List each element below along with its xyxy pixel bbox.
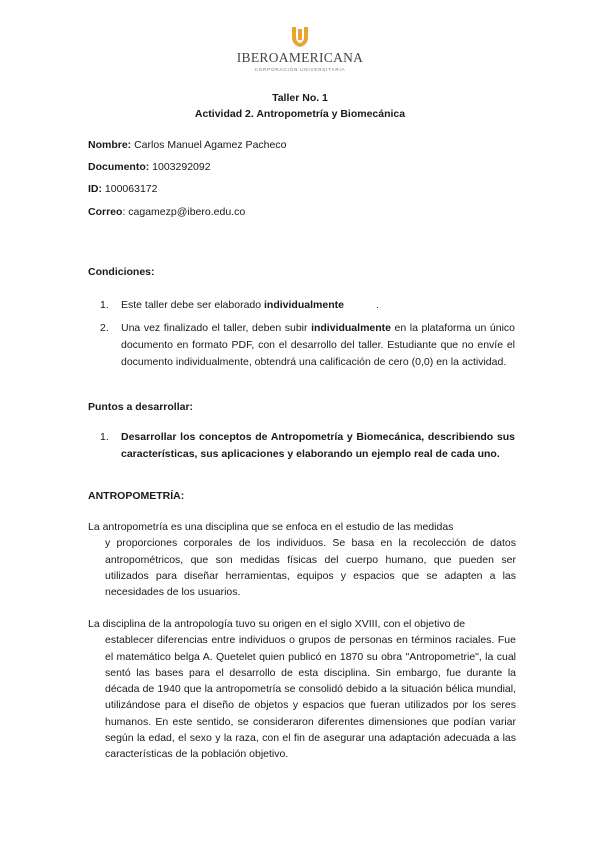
condition-number: 2. bbox=[100, 322, 109, 334]
condition-text-end: . bbox=[343, 299, 379, 311]
points-heading: Puntos a desarrollar: bbox=[88, 401, 194, 413]
document-label: Documento: bbox=[88, 161, 150, 173]
condition-text: Este taller debe ser elaborado bbox=[121, 299, 265, 311]
condition-number: 1. bbox=[100, 299, 109, 311]
condition-bold: individualmente bbox=[264, 299, 344, 311]
document-subtitle: Actividad 2. Antropometría y Biomecánica bbox=[194, 108, 406, 120]
paragraph-first-line: La antropometría es una disciplina que se enfoca en el estudio de las medidas bbox=[88, 521, 454, 533]
condition-item-1 bbox=[100, 297, 515, 314]
section-heading: ANTROPOMETRÍA: bbox=[88, 490, 185, 502]
logo-subtitle: CORPORACIÓN UNIVERSITARIA bbox=[254, 67, 346, 72]
student-email bbox=[88, 206, 245, 218]
id-value: 100063172 bbox=[102, 183, 158, 195]
condition-text: Una vez finalizado el taller, deben subir bbox=[121, 322, 312, 334]
logo-name: IBEROAMERICANA bbox=[236, 50, 364, 65]
name-label: Nombre: bbox=[88, 139, 132, 151]
institution-logo bbox=[0, 26, 600, 72]
conditions-heading: Condiciones: bbox=[88, 266, 155, 278]
paragraph-1 bbox=[88, 519, 516, 600]
student-name bbox=[88, 139, 286, 151]
paragraph-body: y proporciones corporales de los individuos. Se basa en la recolección de datos antropométricos, que son medidas físicas del cuerpo humano, que pueden ser utilizados para diseñar herramientas, equipos y espacios que se adapten a las necesidades de los usuarios. bbox=[105, 537, 516, 599]
id-label: ID: bbox=[88, 183, 102, 195]
point-text: Desarrollar los conceptos de Antropometría y Biomecánica, describiendo sus características, sus aplicaciones y elaborando un ejemplo real de cada uno. bbox=[121, 431, 515, 460]
paragraph-2 bbox=[88, 616, 516, 763]
email-label: Correo bbox=[88, 206, 123, 218]
document-value: 1003292092 bbox=[149, 161, 211, 173]
condition-item-2 bbox=[100, 320, 515, 371]
document-title: Taller No. 1 bbox=[272, 92, 328, 104]
paragraph-first-line: La disciplina de la antropología tuvo su origen en el siglo XVIII, con el objetivo de bbox=[88, 618, 466, 630]
email-value: : cagamezp@ibero.edu.co bbox=[122, 206, 246, 218]
condition-bold: individualmente bbox=[311, 322, 391, 334]
student-document bbox=[88, 161, 211, 173]
point-item-1 bbox=[100, 429, 515, 463]
condition-text-end: en la plataforma un único documento en formato PDF, con el desarrollo del taller. Estudiante que no envíe el documento individualmente, obtendrá una calificación de cero (0,0) en la actividad. bbox=[121, 322, 515, 368]
student-id bbox=[88, 183, 157, 195]
shield-logo-icon bbox=[287, 26, 313, 48]
point-number: 1. bbox=[100, 431, 109, 443]
paragraph-body: establecer diferencias entre individuos o grupos de personas en términos raciales. Fue el matemático belga A. Quetelet quien publicó en 1870 su obra "Antropometrie", la cual sentó las bases para el desarrollo de esta disciplina. Sin embargo, fue durante la década de 1940 que la antropometría se consolidó debido a la situación bélica mundial, utilizándose para el diseño de objetos y espacios que fueran utilizados por los seres humanos. En este sentido, se consideraron diferentes dimensiones que podían variar según la edad, el sexo y la raza, con el fin de asegurar una adaptación adecuada a las características de la población objetivo. bbox=[105, 634, 516, 761]
name-value: Carlos Manuel Agamez Pacheco bbox=[131, 139, 287, 151]
